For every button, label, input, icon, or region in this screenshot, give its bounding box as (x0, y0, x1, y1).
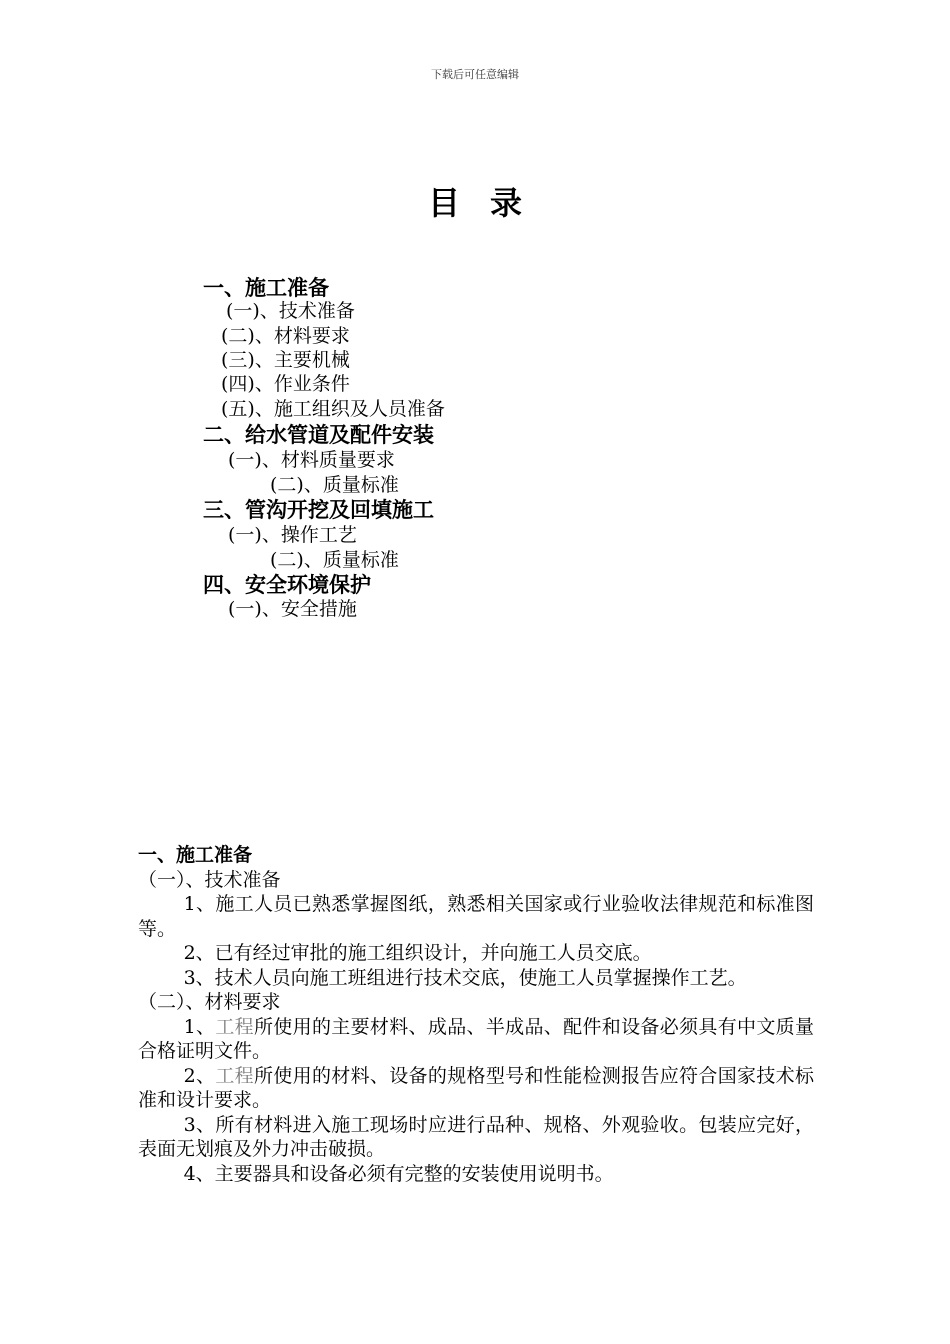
paragraph: 1、施工人员已熟悉掌握图纸，熟悉相关国家或行业验收法律规范和标准图等。 (138, 893, 814, 940)
page-header: 下载后可任意编辑 (431, 68, 519, 81)
paragraph (138, 1064, 814, 1113)
paragraph: 4、主要器具和设备必须有完整的安装使用说明书。 (183, 1162, 614, 1185)
section-heading: 一、施工准备 (138, 844, 253, 866)
toc-title: 目录 (427, 184, 552, 222)
subsection-heading: （二）、材料要求 (138, 991, 281, 1013)
toc-entry-section-3[interactable]: 三、管沟开挖及回填施工 (203, 497, 434, 522)
paragraph-number: 1、 (183, 1015, 216, 1038)
highlighted-term: 工程 (215, 1064, 254, 1087)
highlighted-term: 工程 (215, 1015, 254, 1038)
paragraph-number: 2、 (183, 1064, 216, 1087)
toc-entry-sub-3-2[interactable]: (二)、质量标准 (270, 549, 399, 571)
toc-entry-section-1[interactable]: 一、施工准备 (203, 275, 329, 300)
toc-entry-sub-3-1[interactable]: (一)、操作工艺 (228, 524, 357, 546)
toc-entry-sub-1-2[interactable]: (二)、材料要求 (221, 325, 350, 347)
toc-entry-sub-1-1[interactable]: (一)、技术准备 (226, 300, 355, 322)
toc-entry-sub-1-5[interactable]: (五)、施工组织及人员准备 (221, 398, 445, 420)
subsection-heading: （一）、技术准备 (138, 868, 281, 891)
paragraph-text: 所使用的材料、设备的规格型号和性能检测报告应符合国家技术标准和设计要求。 (138, 1064, 814, 1111)
toc-entry-sub-2-1[interactable]: (一)、材料质量要求 (228, 449, 395, 471)
toc-entry-section-4[interactable]: 四、安全环境保护 (203, 572, 371, 597)
paragraph: 2、已有经过审批的施工组织设计，并向施工人员交底。 (183, 942, 652, 964)
toc-entry-sub-4-1[interactable]: (一)、安全措施 (228, 598, 357, 620)
toc-entry-sub-2-2[interactable]: (二)、质量标准 (270, 474, 399, 496)
toc-entry-sub-1-4[interactable]: (四)、作业条件 (221, 373, 350, 395)
toc-entry-section-2[interactable]: 二、给水管道及配件安装 (203, 422, 434, 447)
document-body (138, 843, 814, 1186)
paragraph (138, 1015, 814, 1064)
paragraph: 3、技术人员向施工班组进行技术交底，使施工人员掌握操作工艺。 (183, 966, 747, 989)
toc-entry-sub-1-3[interactable]: (三)、主要机械 (221, 349, 350, 371)
paragraph: 3、所有材料进入施工现场时应进行品种、规格、外观验收。包装应完好，表面无划痕及外力冲击破损。 (138, 1113, 814, 1160)
paragraph-text: 所使用的主要材料、成品、半成品、配件和设备必须具有中文质量合格证明文件。 (138, 1015, 814, 1062)
